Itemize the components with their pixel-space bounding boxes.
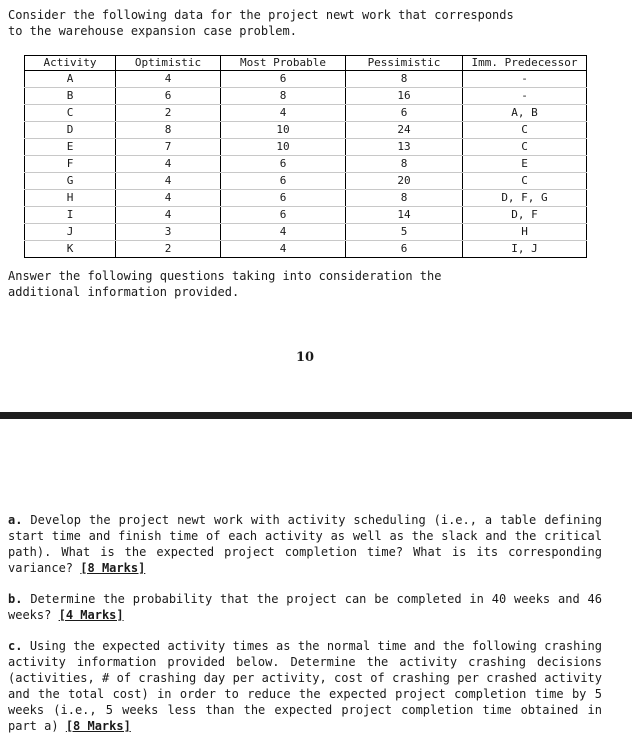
question-b-label: b. xyxy=(8,592,23,606)
question-a xyxy=(8,512,602,576)
total-marks: 10 xyxy=(296,350,315,365)
cell-activity: J xyxy=(25,224,116,241)
cell-optimistic: 4 xyxy=(116,71,221,88)
question-b-marks: [4 Marks] xyxy=(58,608,124,622)
cell-pessimistic: 24 xyxy=(346,122,463,139)
cell-predecessor: D, F, G xyxy=(463,190,587,207)
cell-pessimistic: 6 xyxy=(346,241,463,258)
table-row xyxy=(25,139,587,156)
table-row xyxy=(25,173,587,190)
cell-activity: D xyxy=(25,122,116,139)
cell-optimistic: 8 xyxy=(116,122,221,139)
cell-pessimistic: 8 xyxy=(346,190,463,207)
page-divider xyxy=(0,412,632,419)
cell-optimistic: 2 xyxy=(116,105,221,122)
table-row xyxy=(25,122,587,139)
header-activity: Activity xyxy=(25,56,116,71)
cell-predecessor: H xyxy=(463,224,587,241)
question-b-text: Determine the probability that the project can be completed in 40 weeks and 46 weeks? xyxy=(8,592,602,622)
cell-predecessor: C xyxy=(463,122,587,139)
cell-most-probable: 4 xyxy=(221,241,346,258)
cell-most-probable: 6 xyxy=(221,190,346,207)
cell-activity: I xyxy=(25,207,116,224)
cell-activity: H xyxy=(25,190,116,207)
header-optimistic: Optimistic xyxy=(116,56,221,71)
question-a-marks: [8 Marks] xyxy=(80,561,146,575)
cell-optimistic: 4 xyxy=(116,173,221,190)
cell-predecessor: C xyxy=(463,173,587,190)
cell-optimistic: 3 xyxy=(116,224,221,241)
cell-activity: C xyxy=(25,105,116,122)
cell-pessimistic: 5 xyxy=(346,224,463,241)
cell-most-probable: 10 xyxy=(221,122,346,139)
cell-pessimistic: 14 xyxy=(346,207,463,224)
activity-time-table xyxy=(24,55,587,258)
cell-most-probable: 4 xyxy=(221,224,346,241)
cell-optimistic: 4 xyxy=(116,156,221,173)
answer-instructions: Answer the following questions taking into consideration the additional information provided. xyxy=(8,269,442,299)
question-b xyxy=(8,591,602,623)
cell-predecessor: - xyxy=(463,71,587,88)
cell-most-probable: 6 xyxy=(221,71,346,88)
cell-optimistic: 6 xyxy=(116,88,221,105)
cell-most-probable: 10 xyxy=(221,139,346,156)
cell-pessimistic: 6 xyxy=(346,105,463,122)
cell-optimistic: 4 xyxy=(116,190,221,207)
cell-predecessor: A, B xyxy=(463,105,587,122)
question-c-marks: [8 Marks] xyxy=(65,719,131,733)
cell-activity: E xyxy=(25,139,116,156)
cell-pessimistic: 13 xyxy=(346,139,463,156)
table-row xyxy=(25,241,587,258)
cell-activity: K xyxy=(25,241,116,258)
cell-optimistic: 2 xyxy=(116,241,221,258)
question-a-text: Develop the project newt work with activity scheduling (i.e., a table defining start time and finish time of each activity as well as the slack and the critical path). What is the expected project completion time? What is its corresponding variance? xyxy=(8,513,602,575)
cell-pessimistic: 8 xyxy=(346,156,463,173)
question-c-text: Using the expected activity times as the normal time and the following crashing activity information provided below. Determine the activity crashing decisions (activities, # of crashing day per activity, cost of crashing per crashed activity and the total cost) in order to reduce the expected project completion time by 5 weeks (i.e., 5 weeks less than the expected project completion time obtained in part a) xyxy=(8,639,602,733)
table-row xyxy=(25,88,587,105)
table-row xyxy=(25,71,587,88)
cell-most-probable: 6 xyxy=(221,207,346,224)
cell-optimistic: 7 xyxy=(116,139,221,156)
cell-predecessor: I, J xyxy=(463,241,587,258)
header-pessimistic: Pessimistic xyxy=(346,56,463,71)
cell-most-probable: 6 xyxy=(221,156,346,173)
table-row xyxy=(25,207,587,224)
cell-predecessor: E xyxy=(463,156,587,173)
cell-most-probable: 8 xyxy=(221,88,346,105)
cell-most-probable: 6 xyxy=(221,173,346,190)
table-row xyxy=(25,105,587,122)
cell-activity: F xyxy=(25,156,116,173)
cell-predecessor: D, F xyxy=(463,207,587,224)
question-a-label: a. xyxy=(8,513,23,527)
cell-predecessor: C xyxy=(463,139,587,156)
table-body xyxy=(25,71,587,258)
table-row xyxy=(25,224,587,241)
cell-most-probable: 4 xyxy=(221,105,346,122)
intro-paragraph: Consider the following data for the project newt work that corresponds to the warehouse expansion case problem. xyxy=(8,8,514,38)
question-c xyxy=(8,638,602,734)
cell-pessimistic: 16 xyxy=(346,88,463,105)
cell-optimistic: 4 xyxy=(116,207,221,224)
cell-activity: A xyxy=(25,71,116,88)
table-row xyxy=(25,156,587,173)
table-header-row xyxy=(25,56,587,71)
question-c-label: c. xyxy=(8,639,23,653)
cell-activity: G xyxy=(25,173,116,190)
header-most-probable: Most Probable xyxy=(221,56,346,71)
cell-activity: B xyxy=(25,88,116,105)
cell-predecessor: - xyxy=(463,88,587,105)
cell-pessimistic: 8 xyxy=(346,71,463,88)
table-row xyxy=(25,190,587,207)
header-predecessor: Imm. Predecessor xyxy=(463,56,587,71)
cell-pessimistic: 20 xyxy=(346,173,463,190)
